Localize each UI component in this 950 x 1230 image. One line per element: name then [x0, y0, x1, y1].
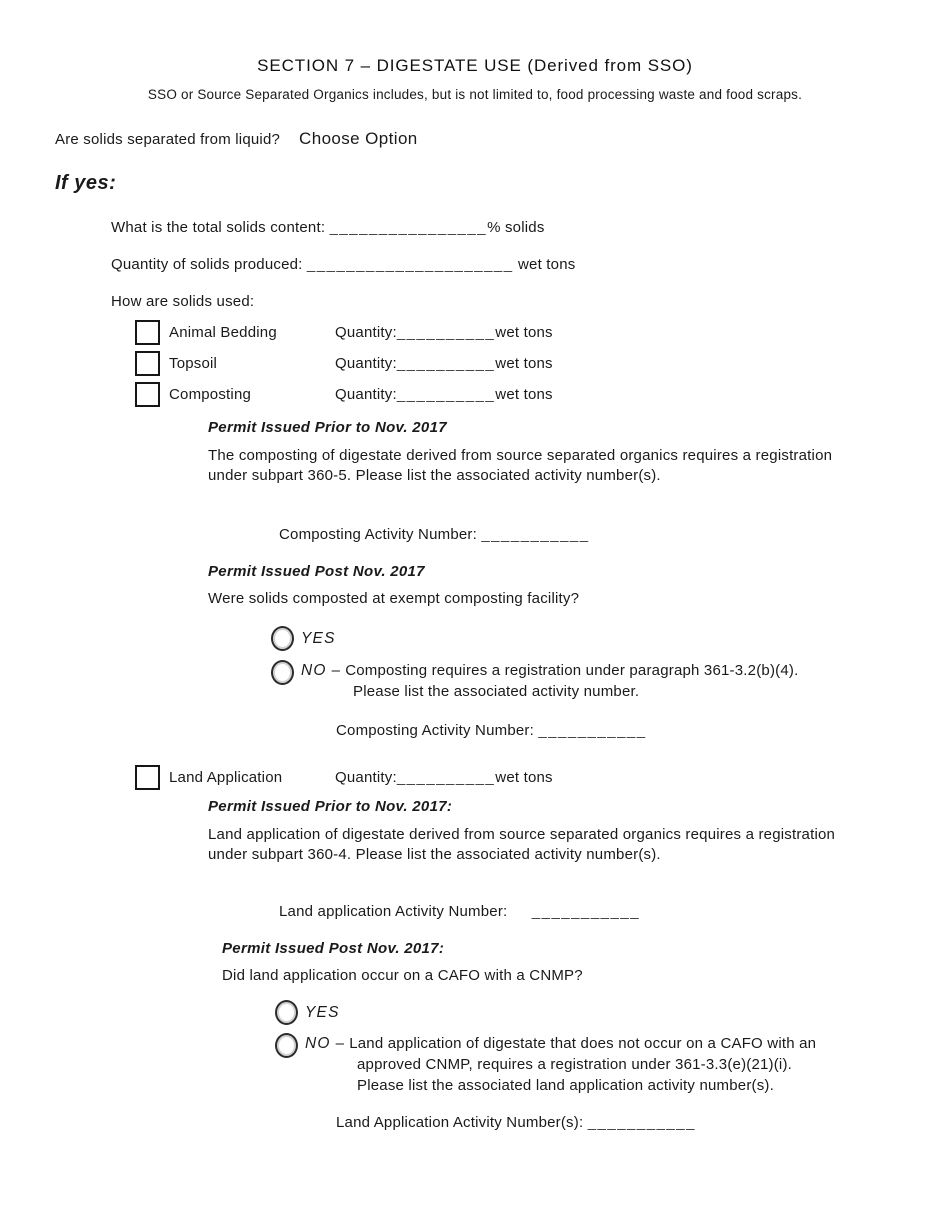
composting-prior-permit-text: The composting of digestate derived from source separated organics requires a registration under subpart 360-5. Please list the associated activity number(s). [208, 447, 833, 484]
composting-quantity-blank[interactable]: __________ [396, 386, 496, 403]
composting-no-radio[interactable] [271, 660, 294, 685]
landapp-activity-number-label: Land application Activity Number: [279, 903, 508, 920]
quantity-unit: wet tons [495, 769, 553, 786]
solids-use-row-topsoil [135, 351, 950, 376]
landapp-activity-number2-blank[interactable]: ___________ [587, 1114, 696, 1131]
quantity-unit: wet tons [495, 324, 553, 341]
composting-no-label: NO [301, 662, 327, 679]
composting-no-text-line1: Composting requires a registration under paragraph 361-3.2(b)(4). [345, 662, 799, 679]
cafo-cnmp-question: Did land application occur on a CAFO with a CNMP? [222, 967, 583, 984]
total-solids-label: What is the total solids content: [111, 219, 326, 236]
if-yes-heading: If yes: [55, 172, 117, 194]
animal-bedding-label: Animal Bedding [169, 324, 277, 341]
landapp-activity-number2-line [336, 1114, 950, 1131]
landapp-yes-label: YES [305, 1003, 340, 1021]
landapp-no-option-row [275, 1033, 950, 1096]
landapp-yes-option-row [275, 1000, 950, 1025]
topsoil-quantity-blank[interactable]: __________ [396, 355, 496, 372]
no-separator: – [331, 662, 341, 679]
land-application-row [135, 765, 950, 790]
composting-yes-option-row [271, 626, 950, 651]
section-subtitle: SSO or Source Separated Organics includes, but is not limited to, food processing waste and food scraps. [147, 87, 803, 102]
composting-prior-permit-heading: Permit Issued Prior to Nov. 2017 [208, 419, 447, 436]
total-solids-blank[interactable]: ________________ [329, 219, 488, 236]
composting-activity-number2-blank[interactable]: ___________ [538, 722, 647, 739]
solids-produced-blank[interactable]: _____________________ [306, 256, 514, 273]
landapp-no-text-line2: approved CNMP, requires a registration under 361-3.3(e)(21)(i). [357, 1056, 793, 1073]
landapp-activity-number-blank[interactable]: ___________ [531, 903, 641, 920]
landapp-no-radio[interactable] [275, 1033, 298, 1058]
quantity-label: Quantity: [335, 386, 397, 403]
composting-yes-label: YES [301, 629, 336, 647]
animal-bedding-checkbox[interactable] [135, 320, 160, 345]
total-solids-unit: % solids [487, 219, 545, 236]
topsoil-checkbox[interactable] [135, 351, 160, 376]
landapp-prior-permit-heading: Permit Issued Prior to Nov. 2017: [208, 798, 453, 815]
solids-produced-label: Quantity of solids produced: [111, 256, 303, 273]
composting-activity-number-label: Composting Activity Number: [279, 526, 477, 543]
quantity-label: Quantity: [335, 769, 397, 786]
composting-yes-radio[interactable] [271, 626, 294, 651]
solids-separated-select[interactable]: Choose Option [299, 129, 418, 148]
landapp-prior-permit-text: Land application of digestate derived from source separated organics requires a registration under subpart 360-4. Please list the associated activity number(s). [208, 826, 836, 863]
quantity-unit: wet tons [495, 386, 553, 403]
landapp-activity-number-line [279, 903, 950, 920]
landapp-no-text-line3: Please list the associated land application activity number(s). [357, 1077, 774, 1094]
solids-separated-question-row [55, 129, 950, 149]
quantity-unit: wet tons [495, 355, 553, 372]
composting-activity-number2-line [336, 722, 950, 739]
animal-bedding-quantity-blank[interactable]: __________ [396, 324, 496, 341]
solids-produced-unit: wet tons [518, 256, 576, 273]
landapp-yes-radio[interactable] [275, 1000, 298, 1025]
composting-no-option-row [271, 660, 950, 702]
how-solids-used-label: How are solids used: [111, 293, 255, 310]
solids-use-row-animal-bedding [135, 320, 950, 345]
topsoil-label: Topsoil [169, 355, 218, 372]
landapp-no-text-line1: Land application of digestate that does not occur on a CAFO with an [349, 1035, 817, 1052]
composting-label: Composting [169, 386, 252, 403]
section-title: SECTION 7 – DIGESTATE USE (Derived from SSO) [257, 56, 693, 75]
composting-activity-number-line [279, 526, 950, 543]
composting-activity-number2-label: Composting Activity Number: [336, 722, 534, 739]
solids-separated-question-label: Are solids separated from liquid? [55, 131, 281, 148]
exempt-facility-question: Were solids composted at exempt composting facility? [208, 590, 580, 607]
quantity-label: Quantity: [335, 355, 397, 372]
composting-activity-number-blank[interactable]: ___________ [481, 526, 590, 543]
land-application-label: Land Application [169, 769, 283, 786]
total-solids-line [111, 219, 950, 236]
composting-no-text-line2: Please list the associated activity number. [353, 683, 640, 700]
landapp-activity-number2-label: Land Application Activity Number(s): [336, 1114, 584, 1131]
landapp-no-label: NO [305, 1035, 331, 1052]
quantity-label: Quantity: [335, 324, 397, 341]
land-application-quantity-blank[interactable]: __________ [396, 769, 496, 786]
composting-checkbox[interactable] [135, 382, 160, 407]
land-application-checkbox[interactable] [135, 765, 160, 790]
solids-use-row-composting [135, 382, 950, 407]
solids-produced-line [111, 256, 950, 273]
composting-post-permit-heading: Permit Issued Post Nov. 2017 [208, 563, 425, 580]
landapp-post-permit-heading: Permit Issued Post Nov. 2017: [222, 940, 445, 957]
no-separator: – [335, 1035, 345, 1052]
